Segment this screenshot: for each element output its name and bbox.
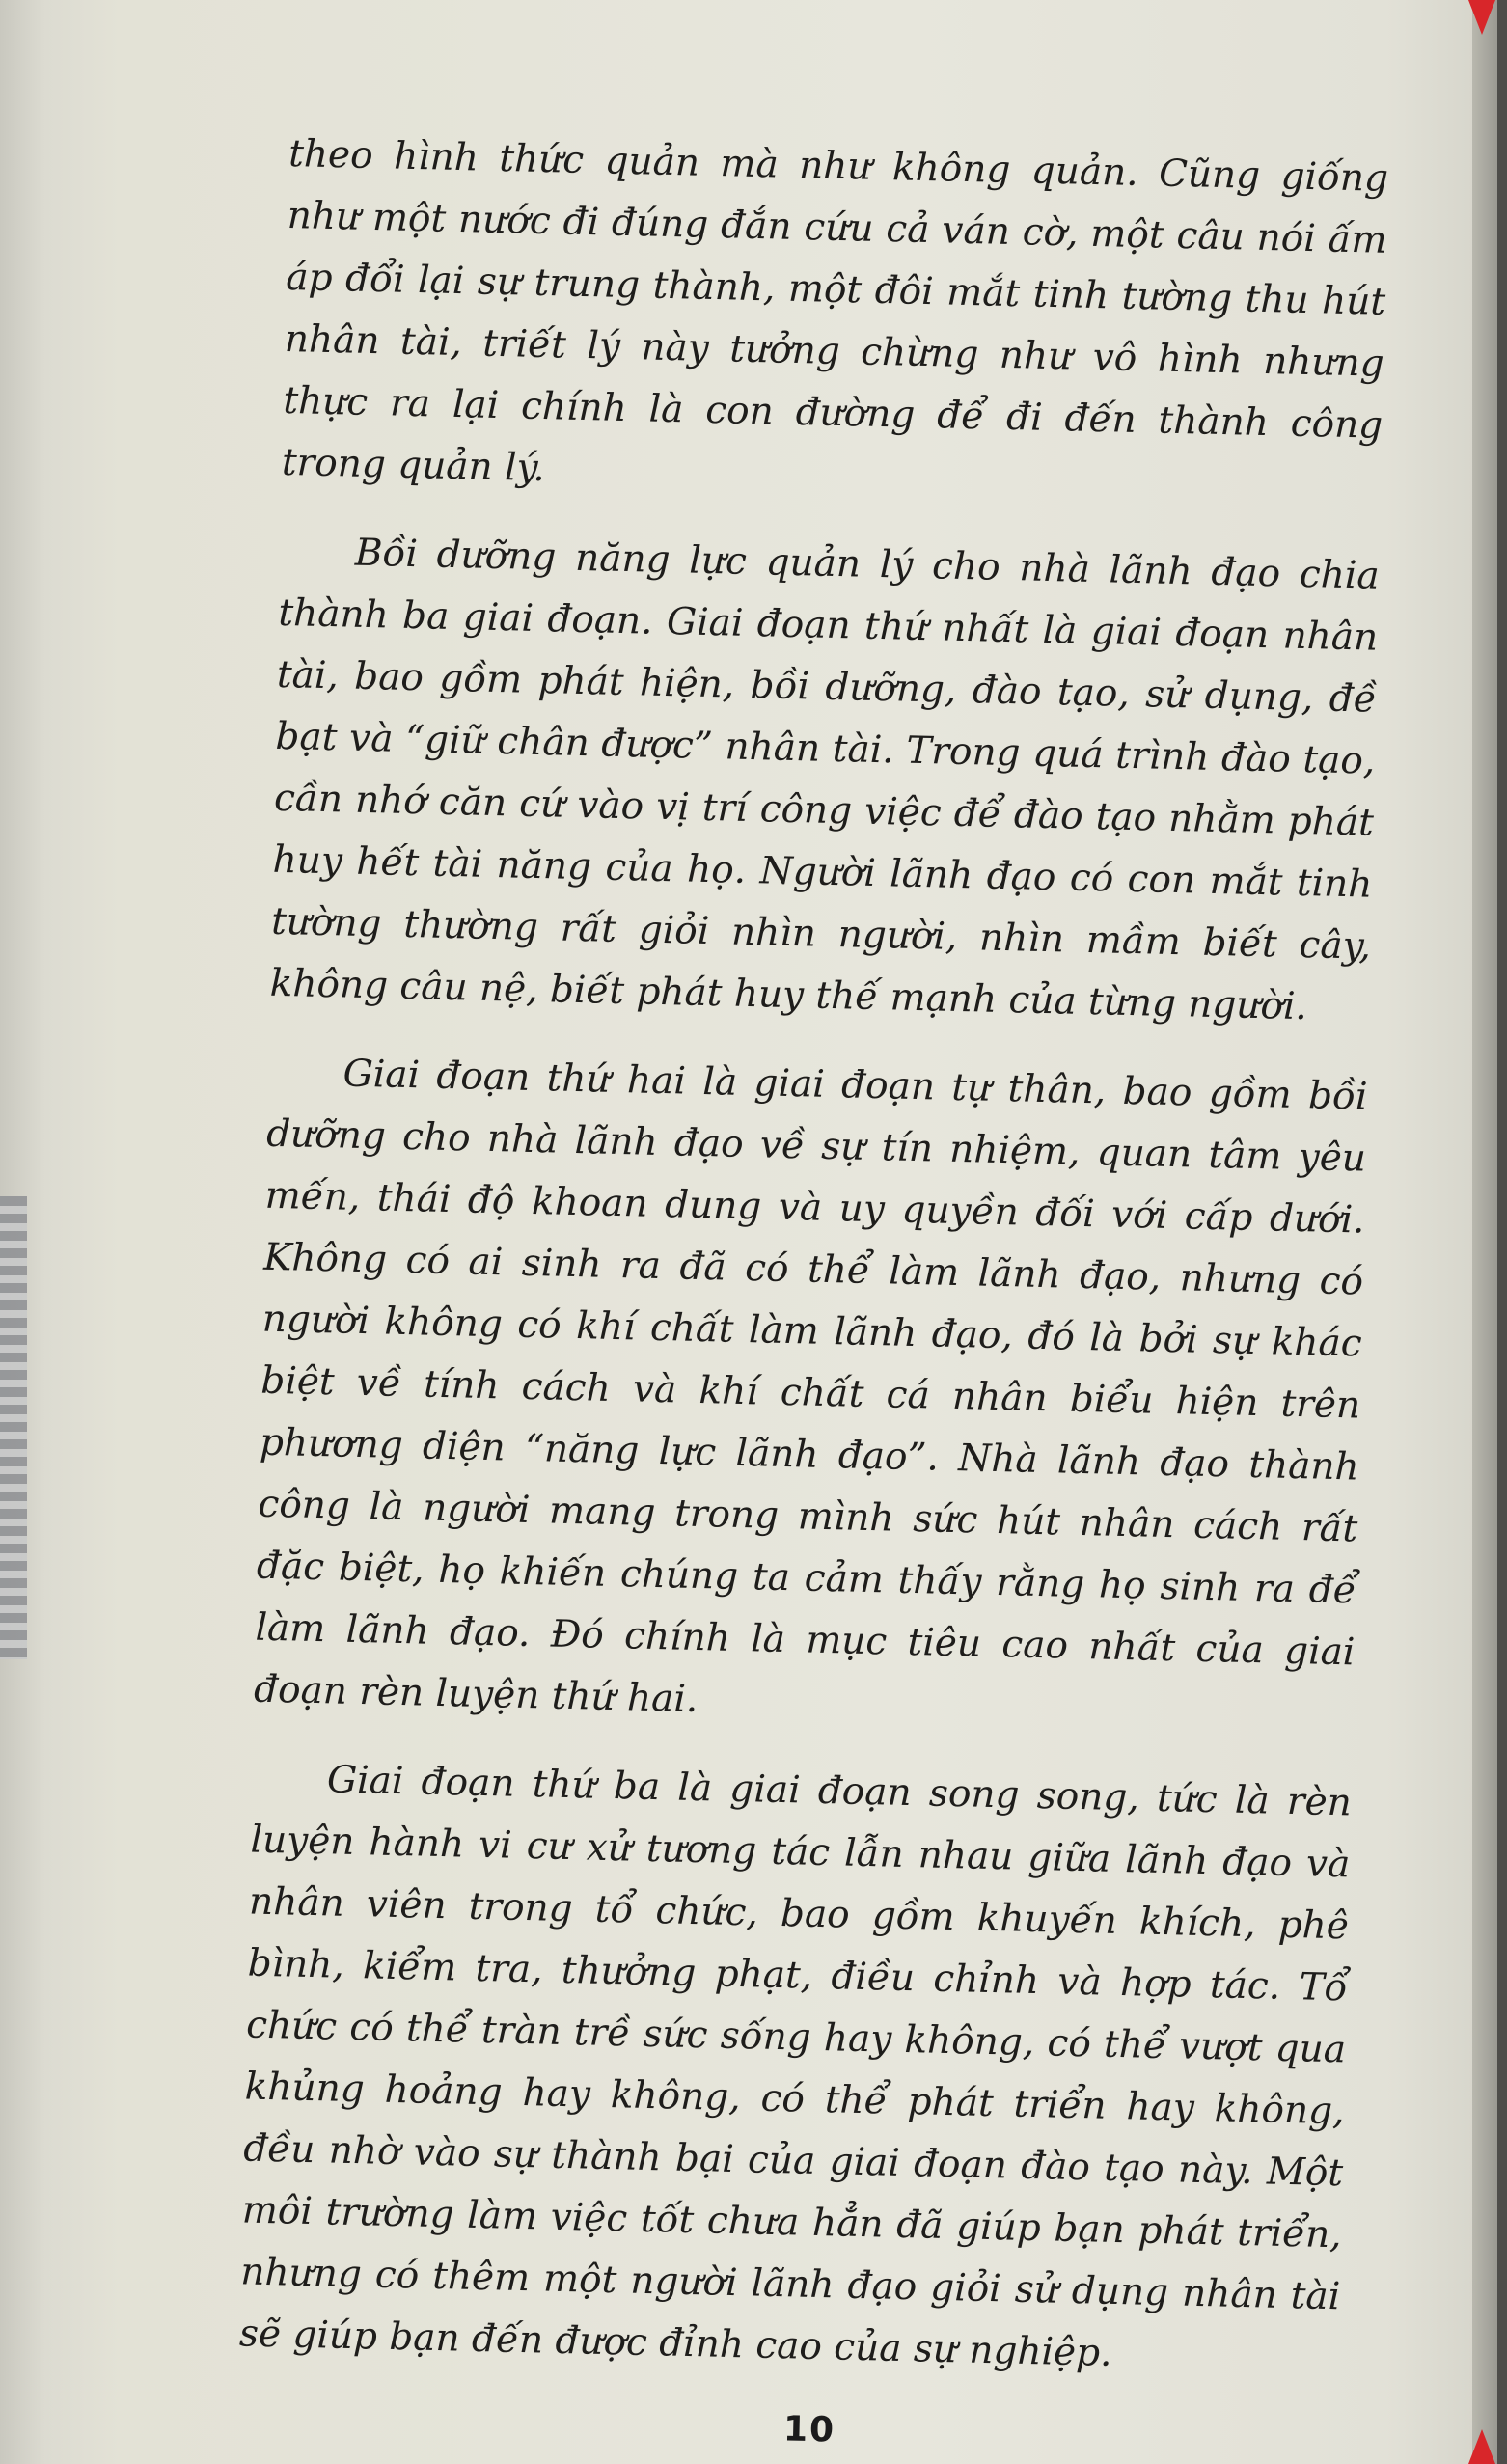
page-number: 10 [782,2409,836,2450]
paragraph-2: Bồi dưỡng năng lực quản lý cho nhà lãnh đạo chia thành ba giai đoạn. Giai đoạn thứ nhất là giai đoạn nhân tài, bao gồm phát hiện, bồi dưỡng, đào tạo, sử dụng, đề bạt và “giữ chân được” nhân tài. Trong quá trình đào tạo, cần nhớ căn cứ vào vị trí công việc để đào tạo nhằm phát huy hết tài năng của họ. Người lãnh đạo có con mắt tinh tường thường rất giỏi nhìn người, nhìn mầm biết cây, không câu nệ, biết phát huy thế mạnh của từng người. [269,531,1381,1029]
paragraph-3: Giai đoạn thứ hai là giai đoạn tự thân, bao gồm bồi dưỡng cho nhà lãnh đạo về sự tín nhiệm, quan tâm yêu mến, thái độ khoan dung và uy quyền đối với cấp dưới. Không có ai sinh ra đã có thể làm lãnh đạo, nhưng có người không có khí chất làm lãnh đạo, đó là bởi sự khác biệt về tính cách và khí chất cá nhân biểu hiện trên phương diện “năng lực lãnh đạo”. Nhà lãnh đạo thành công là người mang trong mình sức hút nhân cách rất đặc biệt, họ khiến chúng ta cảm thấy rằng họ sinh ra để làm lãnh đạo. Đó chính là mục tiêu cao nhất của giai đoạn rèn luyện thứ hai. [253,1052,1368,1722]
red-corner-top [1468,0,1495,35]
red-corner-bottom [1468,2429,1495,2464]
paragraph-1: theo hình thức quản mà như không quản. Cũng giống như một nước đi đúng đắn cứu cả ván cờ, một câu nói ấm áp đổi lại sự trung thành, một đôi mắt tinh tường thu hút nhân tài, triết lý này tưởng chừng như vô hình nhưng thực ra lại chính là con đường để đi đến thành công trong quản lý. [281,131,1389,491]
page-body-text [238,123,1389,2417]
left-page-edge-pattern [0,1196,27,1659]
paragraph-4: Giai đoạn thứ ba là giai đoạn song song, tức là rèn luyện hành vi cư xử tương tác lẫn nhau giữa lãnh đạo và nhân viên trong tổ chức, bao gồm khuyến khích, phê bình, kiểm tra, thưởng phạt, điều chỉnh và hợp tác. Tổ chức có thể tràn trề sức sống hay không, có thể vượt qua khủng hoảng hay không, có thể phát triển hay không, đều nhờ vào sự thành bại của giai đoạn đào tạo này. Một môi trường làm việc tốt chưa hẳn đã giúp bạn phát triển, nhưng có thêm một người lãnh đạo giỏi sử dụng nhân tài sẽ giúp bạn đến được đỉnh cao của sự nghiệp. [238,1758,1353,2375]
book-spine-shadow [1497,0,1507,2464]
